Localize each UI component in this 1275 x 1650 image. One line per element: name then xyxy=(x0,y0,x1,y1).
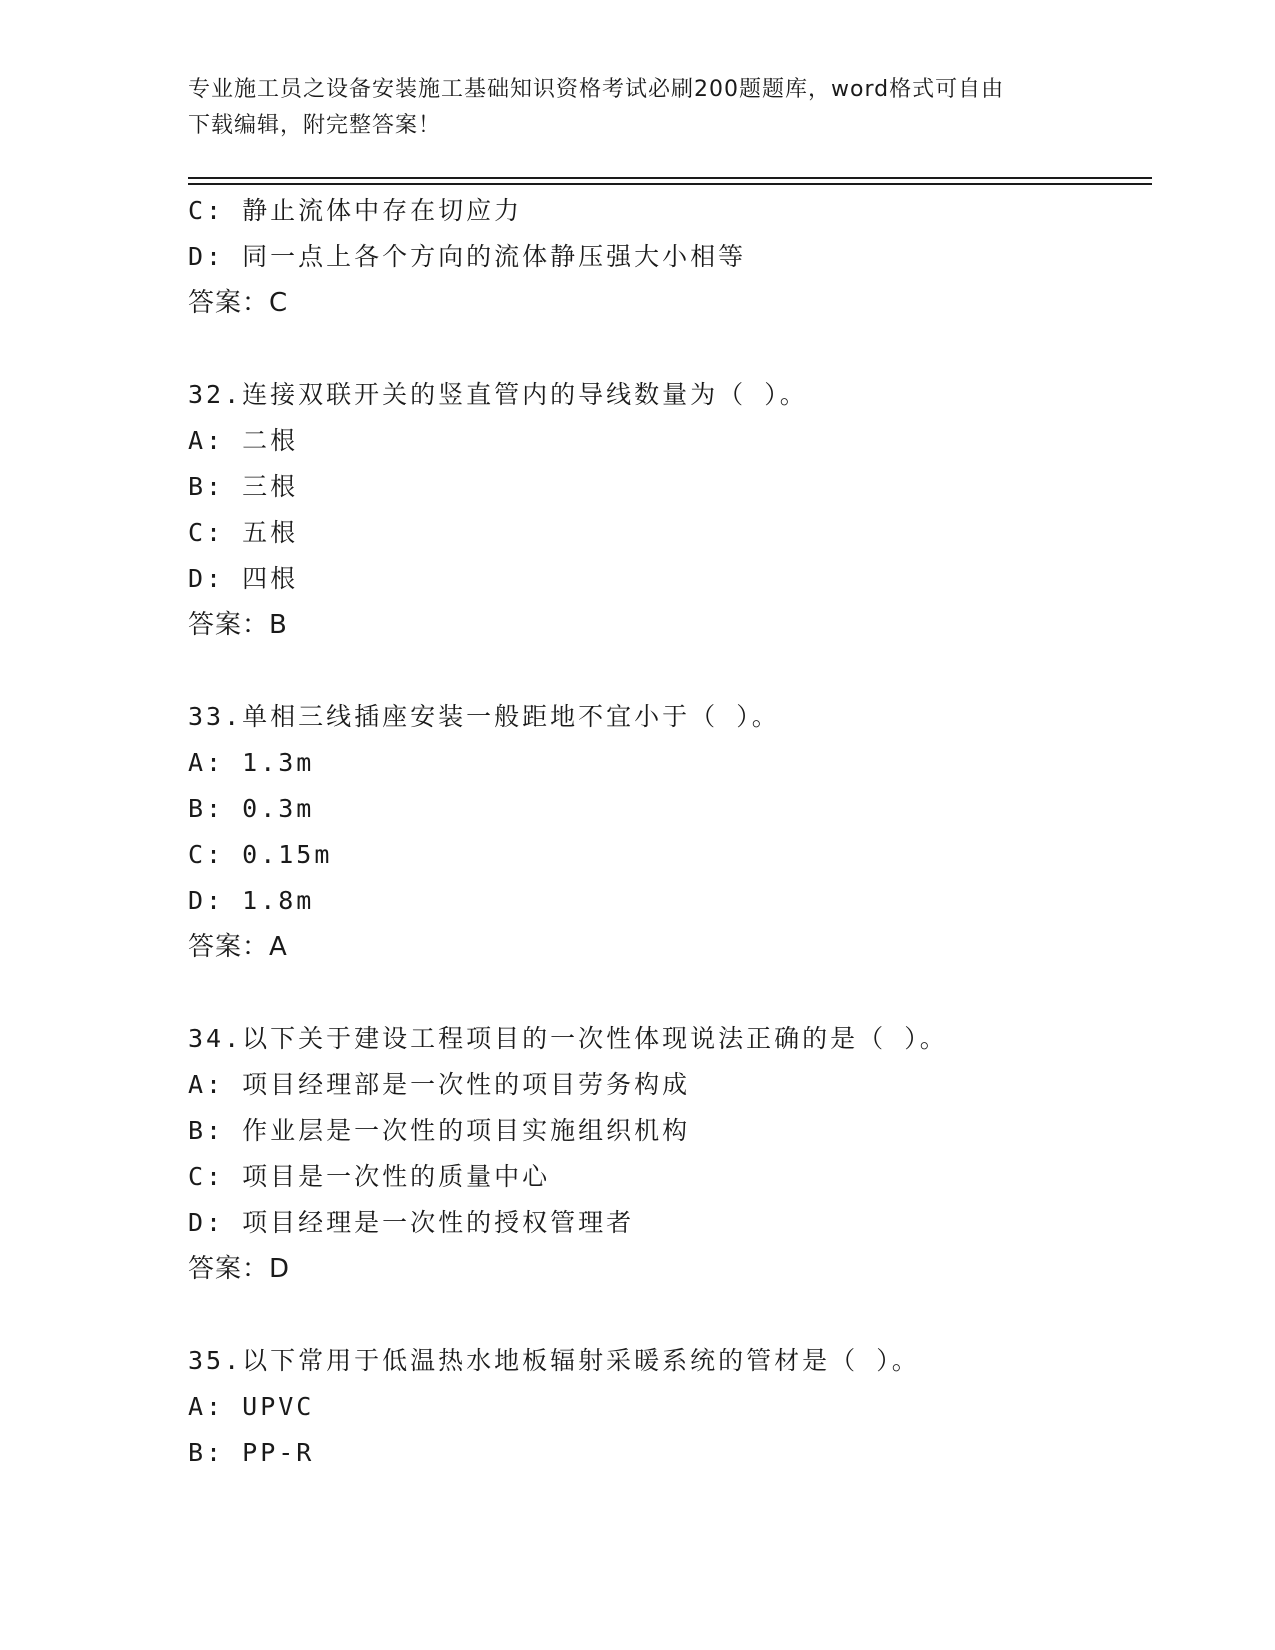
answer-line: 答案：C xyxy=(188,288,289,318)
question-35 xyxy=(188,1338,1152,1476)
header-line-1: 专业施工员之设备安装施工基础知识资格考试必刷200题题库，word格式可自由 xyxy=(188,77,1005,102)
option-a: A: 项目经理部是一次性的项目劳务构成 xyxy=(188,1070,691,1099)
option-d: D: 1.8m xyxy=(188,886,315,915)
option-a: A: 二根 xyxy=(188,426,299,455)
option-c: C: 五根 xyxy=(188,518,299,547)
question-33 xyxy=(188,694,1152,970)
option-b: B: 三根 xyxy=(188,472,299,501)
option-a: A: 1.3m xyxy=(188,748,315,777)
question-stem: 32.连接双联开关的竖直管内的导线数量为（ ）。 xyxy=(188,380,808,409)
header-divider-bottom xyxy=(188,183,1152,185)
option-b: B: PP-R xyxy=(188,1438,315,1467)
option-b: B: 0.3m xyxy=(188,794,315,823)
answer-line: 答案：A xyxy=(188,932,288,962)
question-stem: 34.以下关于建设工程项目的一次性体现说法正确的是（ ）。 xyxy=(188,1024,948,1053)
option-c: C: 静止流体中存在切应力 xyxy=(188,196,523,225)
document-header xyxy=(188,72,1088,144)
header-divider-top xyxy=(188,177,1152,179)
question-list xyxy=(188,188,1152,1476)
option-c: C: 0.15m xyxy=(188,840,333,869)
question-31-fragment xyxy=(188,188,1152,326)
option-c: C: 项目是一次性的质量中心 xyxy=(188,1162,551,1191)
question-32 xyxy=(188,372,1152,648)
question-stem: 35.以下常用于低温热水地板辐射采暖系统的管材是（ ）。 xyxy=(188,1346,920,1375)
option-a: A: UPVC xyxy=(188,1392,315,1421)
question-34 xyxy=(188,1016,1152,1292)
header-line-2: 下载编辑，附完整答案！ xyxy=(188,113,442,138)
option-d: D: 同一点上各个方向的流体静压强大小相等 xyxy=(188,242,747,271)
answer-line: 答案：D xyxy=(188,1254,291,1284)
answer-line: 答案：B xyxy=(188,610,288,640)
option-b: B: 作业层是一次性的项目实施组织机构 xyxy=(188,1116,691,1145)
option-d: D: 四根 xyxy=(188,564,299,593)
question-stem: 33.单相三线插座安装一般距地不宜小于（ ）。 xyxy=(188,702,780,731)
option-d: D: 项目经理是一次性的授权管理者 xyxy=(188,1208,635,1237)
